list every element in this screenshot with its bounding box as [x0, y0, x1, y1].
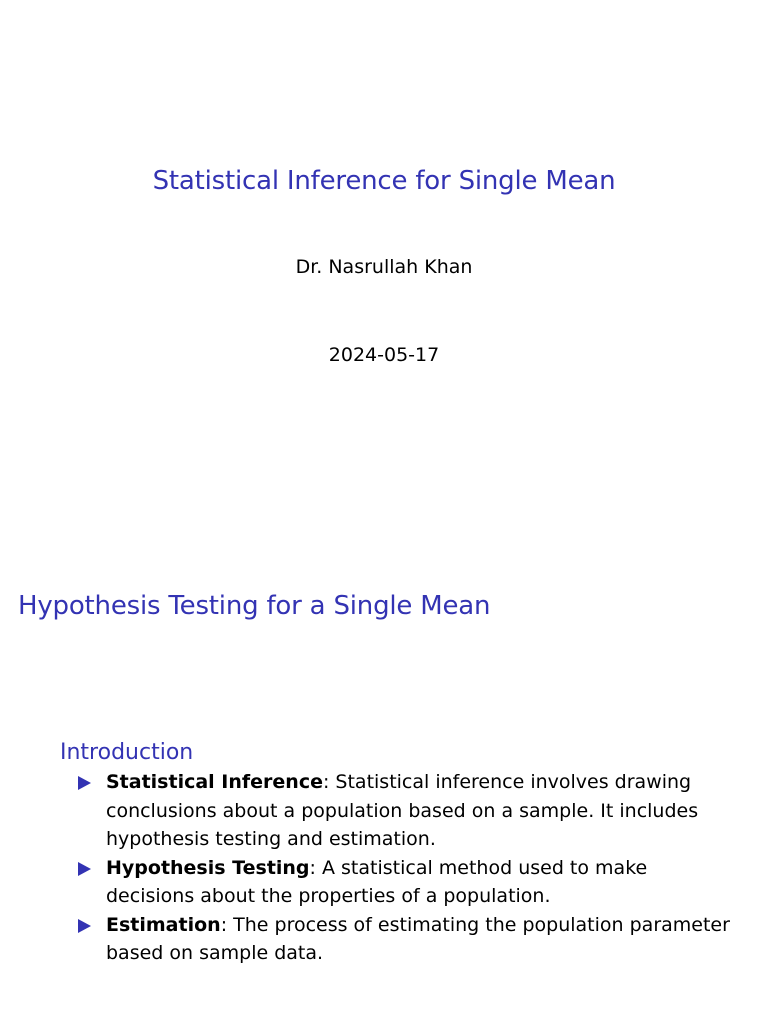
- bullet-list: [60, 768, 740, 968]
- list-item: [60, 768, 740, 854]
- presentation-date: 2024-05-17: [328, 344, 440, 366]
- bullet-text: : The process of estimating the population parameter based on sample data.: [106, 913, 730, 964]
- bullet-term: Estimation: [106, 913, 221, 936]
- bullet-term: Statistical Inference: [106, 771, 323, 793]
- triangle-bullet-icon: [78, 776, 91, 790]
- list-item: [60, 911, 740, 968]
- bullet-text: : Statistical inference involves drawing conclusions about a population based on a sample. It includes hypothesis testing and estimation.: [106, 771, 699, 850]
- section-title: Hypothesis Testing for a Single Mean: [18, 591, 491, 621]
- bullet-term: Hypothesis Testing: [106, 856, 310, 879]
- author-name: Dr. Nasrullah Khan: [295, 256, 473, 278]
- block-title: Introduction: [60, 740, 194, 765]
- triangle-bullet-icon: [78, 919, 91, 933]
- list-item: [60, 854, 740, 911]
- presentation-title: Statistical Inference for Single Mean: [152, 166, 616, 196]
- bullet-text: : A statistical method used to make decisions about the properties of a population.: [106, 856, 648, 907]
- triangle-bullet-icon: [78, 862, 91, 876]
- introduction-block: [60, 738, 740, 968]
